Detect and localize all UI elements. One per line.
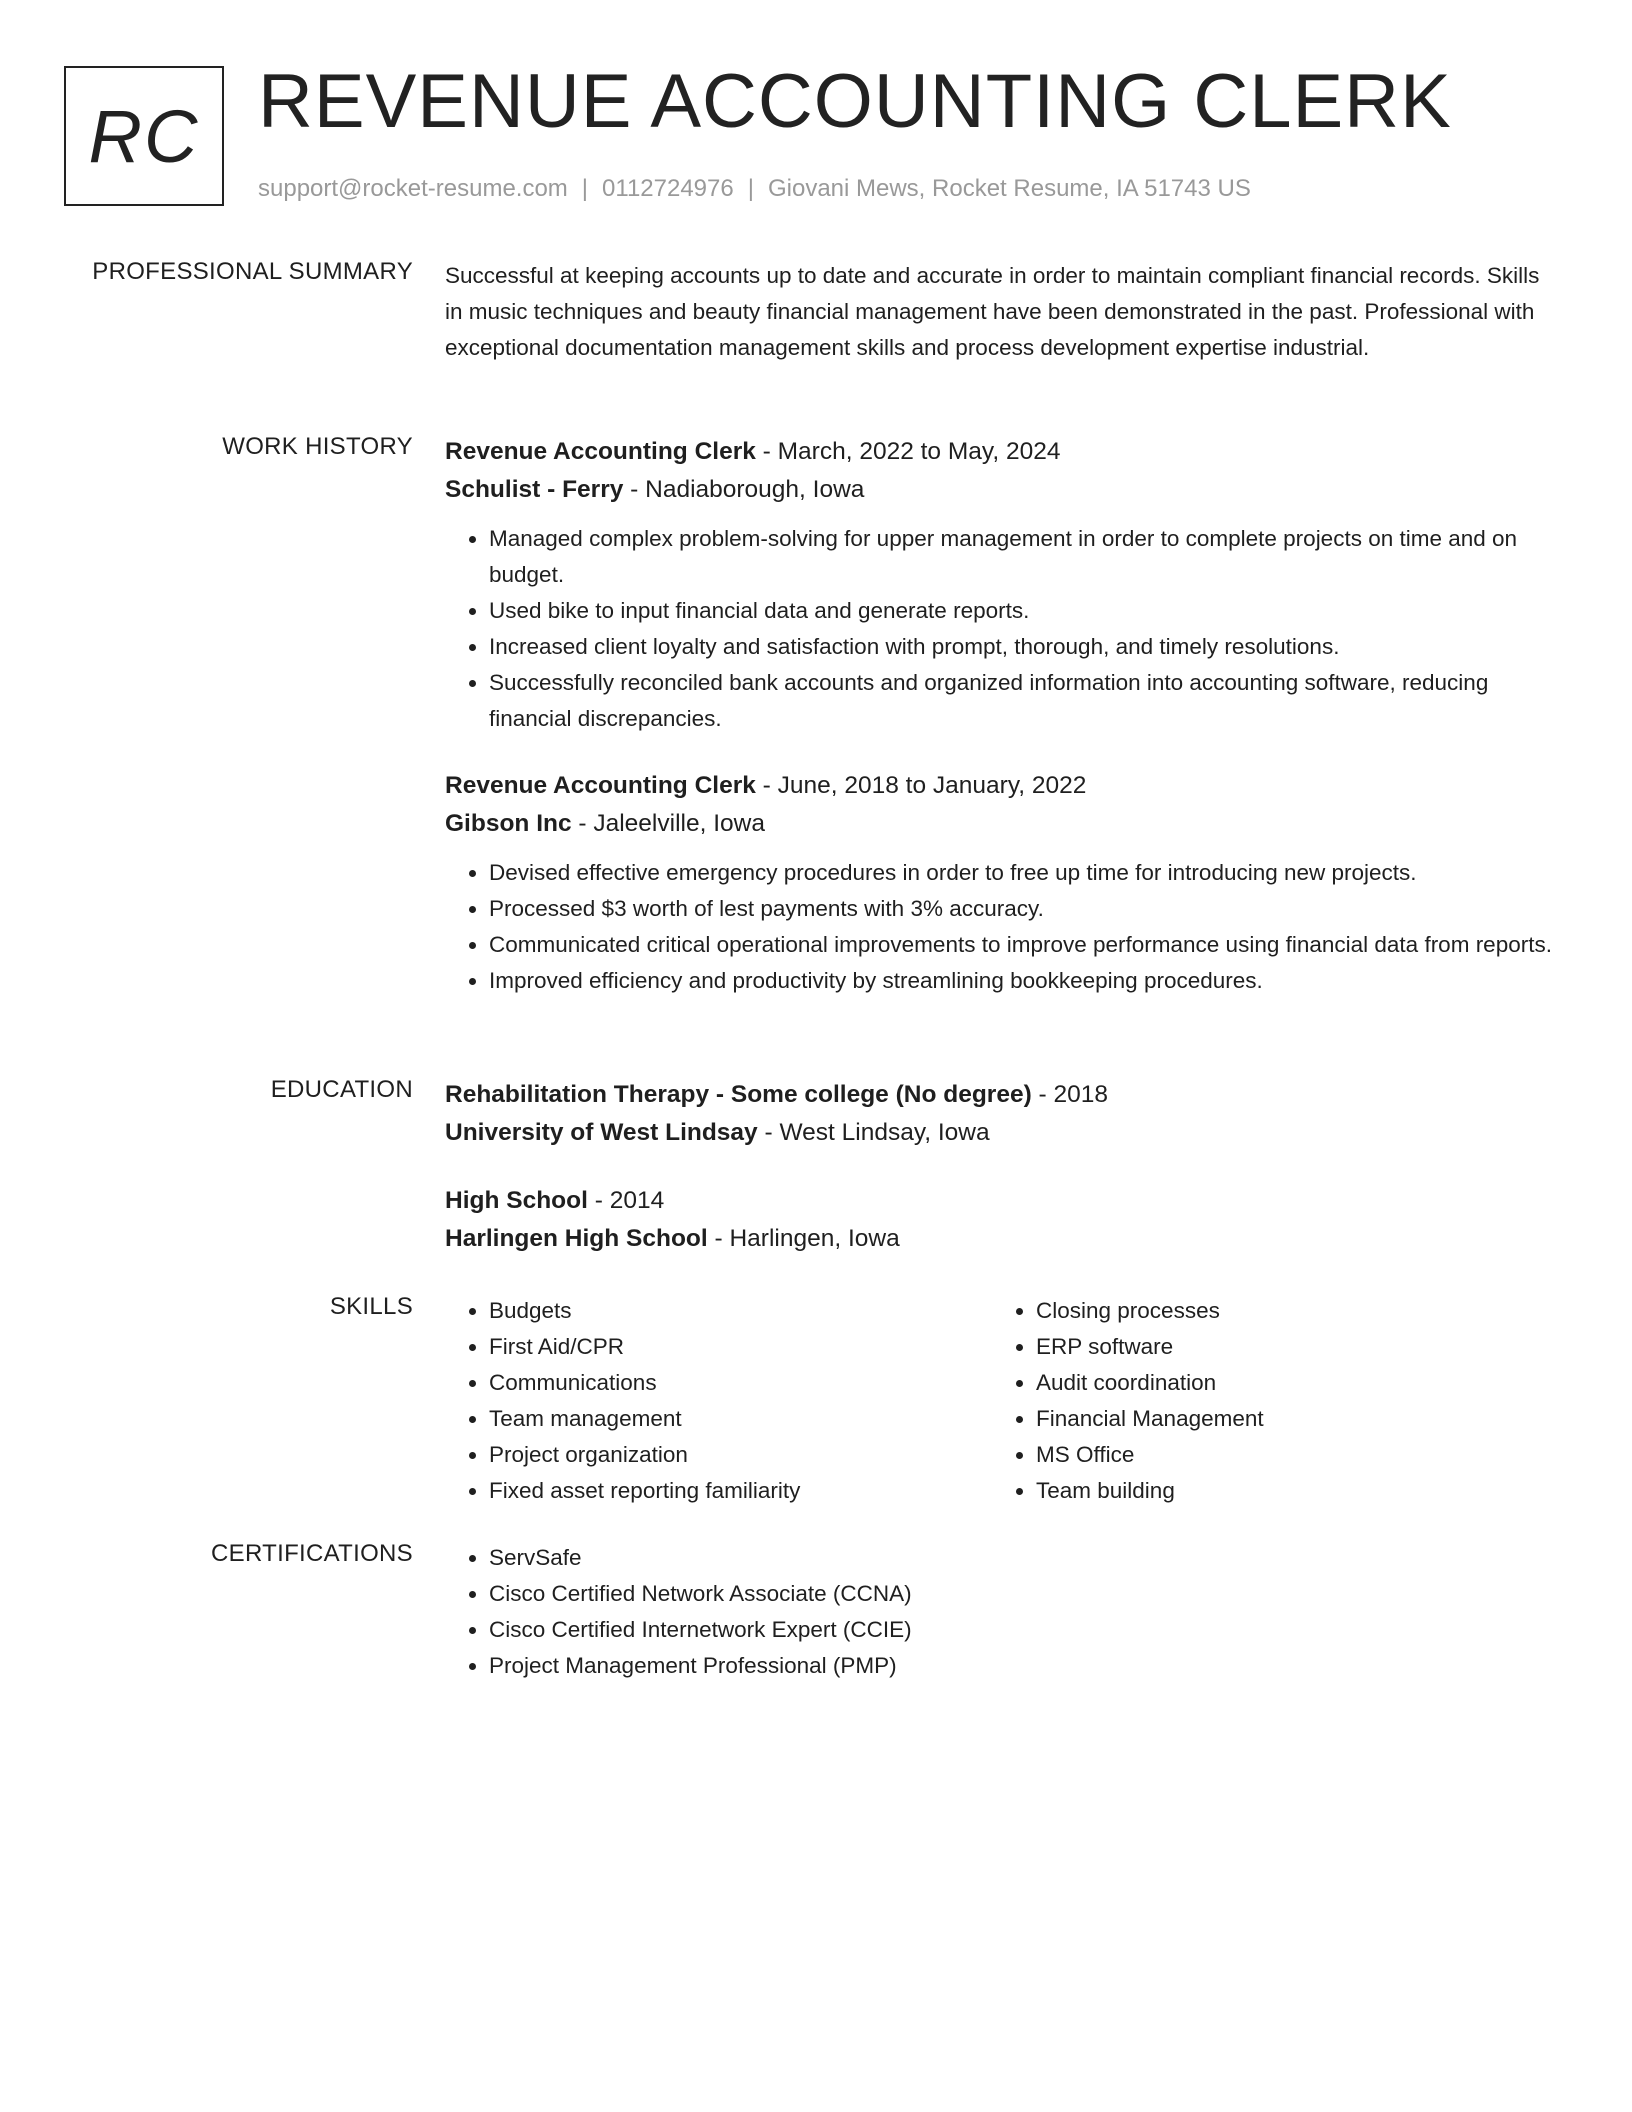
job-bullet: • Improved efficiency and productivity by streamlining bookkeeping procedures. [489, 963, 1555, 999]
skill-item: • First Aid/CPR [489, 1329, 992, 1365]
certifications-body [445, 1540, 1555, 1684]
summary-text: Successful at keeping accounts up to date and accurate in order to maintain compliant financial records. Skills in music techniques and beauty financial management have been demonstrated in the past. Professional with exceptional documentation management skills and process development expertise industrial. [445, 263, 1540, 360]
education-body [445, 1076, 1555, 1258]
skill-item: • Audit coordination [1036, 1365, 1539, 1401]
skill-item: • Fixed asset reporting familiarity [489, 1473, 992, 1509]
skill-item: • Budgets [489, 1293, 992, 1329]
certifications-list [445, 1540, 1555, 1684]
education-location: - West Lindsay, Iowa [757, 1119, 990, 1146]
education-school: Harlingen High School [445, 1225, 708, 1252]
certification-item: • Project Management Professional (PMP) [489, 1648, 1555, 1684]
skill-item: • Communications [489, 1365, 992, 1401]
job-bullet: • Increased client loyalty and satisfaction with prompt, thorough, and timely resolutions. [489, 629, 1555, 665]
job-dates: - June, 2018 to January, 2022 [755, 772, 1087, 799]
job-bullet: • Processed $3 worth of lest payments with 3% accuracy. [489, 891, 1555, 927]
education-degree-line [445, 1182, 1555, 1220]
contact-email: support@rocket-resume.com [258, 175, 568, 202]
education-entry [445, 1182, 1555, 1258]
job-bullet: • Communicated critical operational improvements to improve performance using financial data from reports. [489, 927, 1555, 963]
skill-item: • Team management [489, 1401, 992, 1437]
resume-title: REVENUE ACCOUNTING CLERK [258, 59, 1452, 144]
job-title-line [445, 767, 1555, 805]
job-title-line [445, 433, 1555, 471]
job-company: Gibson Inc [445, 810, 572, 837]
summary-body [445, 258, 1555, 366]
job-location: - Nadiaborough, Iowa [623, 476, 865, 503]
education-degree-line [445, 1076, 1555, 1114]
job-dates: - March, 2022 to May, 2024 [755, 438, 1061, 465]
job-company: Schulist - Ferry [445, 476, 624, 503]
job-entry [445, 767, 1555, 999]
job-bullet: • Managed complex problem-solving for upper management in order to complete projects on time and on budget. [489, 521, 1555, 593]
skills-list-left [445, 1293, 992, 1509]
education-degree: Rehabilitation Therapy - Some college (No degree) [445, 1081, 1032, 1108]
job-company-line [445, 471, 1555, 509]
skill-item: • Project organization [489, 1437, 992, 1473]
contact-address: Giovani Mews, Rocket Resume, IA 51743 US [767, 175, 1251, 202]
work-body [445, 433, 1555, 999]
job-bullet: • Successfully reconciled bank accounts and organized information into accounting software, reducing financial discrepancies. [489, 665, 1555, 737]
job-bullets [445, 855, 1555, 999]
section-label-summary: PROFESSIONAL SUMMARY [92, 258, 413, 285]
job-company-line [445, 805, 1555, 843]
contact-phone: 0112724976 [602, 175, 734, 202]
education-year: - 2018 [1031, 1081, 1109, 1108]
section-label-certifications: CERTIFICATIONS [211, 1540, 413, 1567]
education-location: - Harlingen, Iowa [707, 1225, 900, 1252]
education-school: University of West Lindsay [445, 1119, 758, 1146]
education-entry [445, 1076, 1555, 1152]
section-label-work: WORK HISTORY [222, 433, 413, 460]
certification-item: • Cisco Certified Internetwork Expert (CCIE) [489, 1612, 1555, 1648]
skill-item: • Team building [1036, 1473, 1539, 1509]
contact-line [258, 175, 1251, 203]
job-bullet: • Used bike to input financial data and generate reports. [489, 593, 1555, 629]
job-title: Revenue Accounting Clerk [445, 438, 756, 465]
education-school-line [445, 1220, 1555, 1258]
skill-item: • MS Office [1036, 1437, 1539, 1473]
job-bullet: • Devised effective emergency procedures in order to free up time for introducing new projects. [489, 855, 1555, 891]
job-title: Revenue Accounting Clerk [445, 772, 756, 799]
skills-grid [445, 1293, 1555, 1509]
education-year: - 2014 [587, 1187, 665, 1214]
education-school-line [445, 1114, 1555, 1152]
job-location: - Jaleelville, Iowa [571, 810, 765, 837]
skills-list-right [992, 1293, 1539, 1509]
skill-item: • ERP software [1036, 1329, 1539, 1365]
skill-item: • Financial Management [1036, 1401, 1539, 1437]
job-entry [445, 433, 1555, 737]
certification-item: • ServSafe [489, 1540, 1555, 1576]
section-label-education: EDUCATION [270, 1076, 413, 1103]
section-label-skills: SKILLS [329, 1293, 413, 1320]
contact-separator: | [581, 175, 589, 202]
monogram-logo: RC [64, 66, 224, 206]
skill-item: • Closing processes [1036, 1293, 1539, 1329]
contact-separator: | [747, 175, 754, 202]
job-bullets [445, 521, 1555, 737]
education-degree: High School [445, 1187, 588, 1214]
skills-body [445, 1293, 1555, 1509]
certification-item: • Cisco Certified Network Associate (CCNA) [489, 1576, 1555, 1612]
